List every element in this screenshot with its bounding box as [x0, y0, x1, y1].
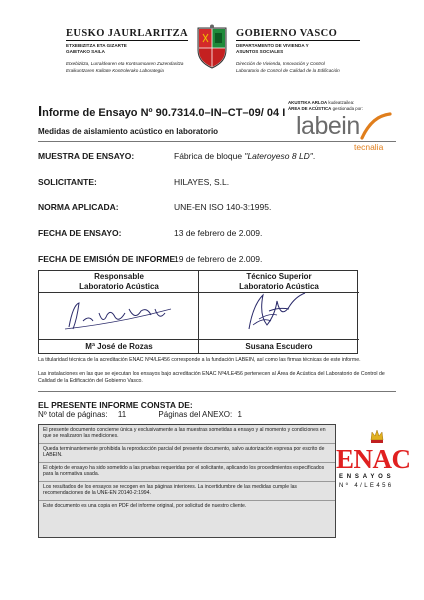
field-value-norma: UNE-EN ISO 140-3:1995.: [174, 202, 272, 212]
tecnalia-wordmark: tecnalia: [354, 142, 384, 152]
right-directorate: Dirección de Vivienda, Innovación y Control: [236, 61, 325, 66]
report-title: Informe de Ensayo Nº 90.7314.0–IN–CT–09/ 04 I: [38, 103, 286, 120]
disclaimer-paragraph: Queda terminantemente prohibida la reproducción parcial del presente documento, salvo autorización expresa por escrito de LABEIN.: [43, 445, 325, 459]
basque-coat-of-arms-icon: [192, 24, 232, 70]
field-label-fecha-emision: FECHA DE EMISIÓN DE INFORME:: [38, 254, 178, 264]
accreditation-note-1: La titularidad técnica de la acreditación ENAC Nº4/LE456 corresponde a la fundación LABEIN, así como las firmas técnicas de este informe.: [38, 357, 361, 363]
field-label-norma: NORMA APLICADA:: [38, 202, 119, 212]
annex-pages-value: 1: [237, 410, 242, 419]
eusko-jaurlaritza-title: EUSKO JAURLARITZA: [66, 28, 189, 39]
divider-middle: [38, 391, 396, 392]
signature-cell-responsable: [39, 271, 199, 353]
signature-name-responsable: Mª José de Rozas: [39, 339, 199, 353]
right-department-line2: ASUNTOS SOCIALES: [236, 49, 284, 54]
field-label-muestra: MUESTRA DE ENSAYO:: [38, 151, 135, 161]
field-value-fecha-emision: 19 de febrero de 2.009.: [174, 254, 263, 264]
right-department-line1: DEPARTAMENTO DE VIVIENDA Y: [236, 43, 309, 48]
gobierno-vasco-title: GOBIERNO VASCO: [236, 28, 360, 41]
enac-accreditation-number: Nº 4/LE456: [339, 483, 394, 489]
section-title-consta: EL PRESENTE INFORME CONSTA DE:: [38, 400, 193, 410]
disclaimer-paragraph: El presente documento concierne única y exclusivamente a las muestras sometidas a ensayo y al momento y condiciones en que se realizaron las mediciones.: [43, 427, 326, 440]
disclaimer-separator: [39, 500, 335, 501]
right-laboratory: Laboratorio de Control de Calidad de la Edificación: [236, 68, 340, 73]
labein-swoosh-icon: [358, 112, 392, 140]
enac-logo: [336, 428, 416, 498]
field-value-solicitante: HILAYES, S.L.: [174, 177, 230, 187]
disclaimer-separator: [39, 481, 335, 482]
disclaimer-box: [38, 424, 336, 538]
total-pages-value: 11: [117, 410, 127, 419]
disclaimer-paragraph: Este documento es una copia en PDF del informe original, por solicitud de nuestro cliente.: [43, 502, 247, 509]
left-department-line2: GAIETAKO SAILA: [66, 49, 105, 54]
labein-wordmark: labein: [296, 112, 360, 140]
accreditation-note-2: Las instalaciones en las que se ejecutan los ensayos bajo acreditación ENAC Nº4/LE456 pertenecen al Área de Acústica del Laboratorio de Control de Calidad de la Edificación del Gobierno Vasco.: [38, 371, 385, 384]
signature-name-tecnico: Susana Escudero: [199, 339, 359, 353]
crown-icon: [370, 428, 384, 444]
signature-table: [38, 270, 358, 354]
field-value-fecha-ensayo: 13 de febrero de 2.009.: [174, 228, 263, 238]
disclaimer-separator: [39, 443, 335, 444]
accreditation-note: AKUSTIKA ARLOA kudeatzailea: ÁREA DE ACÚSTICA gestionada por:: [288, 100, 363, 111]
annex-pages-label: Páginas del ANEXO:: [158, 410, 233, 419]
enac-wordmark: ENAC: [336, 444, 411, 474]
enac-ensayos-label: ENSAYOS: [339, 474, 395, 480]
field-label-fecha-ensayo: FECHA DE ENSAYO:: [38, 228, 122, 238]
handwritten-signature-rozas: [59, 295, 179, 335]
labein-logo: [296, 112, 396, 152]
field-value-muestra: Fábrica de bloque "Lateroyeso 8 LD".: [174, 151, 316, 161]
signature-header-tecnico: Técnico Superior Laboratorio Acústica: [199, 271, 359, 293]
handwritten-signature-escudero: [219, 285, 339, 331]
spanish-header-block: [236, 28, 360, 74]
disclaimer-separator: [39, 462, 335, 463]
pages-summary: [38, 410, 242, 419]
basque-header-block: [66, 28, 188, 74]
left-laboratory: Eraikuntzaren Kalitate Kontrolerako Laborategia: [66, 68, 164, 73]
disclaimer-paragraph: Los resultados de los ensayos se recogen en las páginas interiores. La incertidumbre de las medidas cumple las recomendaciones de la UNE-EN 20140-2:1994.: [43, 483, 297, 497]
signature-cell-tecnico: [199, 271, 359, 353]
divider-top: [38, 141, 396, 142]
total-pages-label: Nº total de páginas:: [38, 410, 108, 419]
report-subtitle: Medidas de aislamiento acústico en laboratorio: [38, 127, 219, 136]
left-directorate: Etxebizitza, Lurraldearen eta Kontsumoaren Zuzendaritza: [66, 61, 184, 66]
government-header: [0, 14, 424, 94]
disclaimer-paragraph: El objeto de ensayo ha sido sometido a las pruebas requeridas por el solicitante, aplicando los procedimientos especificados para la normativa usada.: [43, 464, 325, 478]
left-department-line1: ETXEBIZITZA ETA GIZARTE: [66, 43, 127, 48]
field-label-solicitante: SOLICITANTE:: [38, 177, 97, 187]
signature-header-responsable: Responsable Laboratorio Acústica: [39, 271, 199, 293]
